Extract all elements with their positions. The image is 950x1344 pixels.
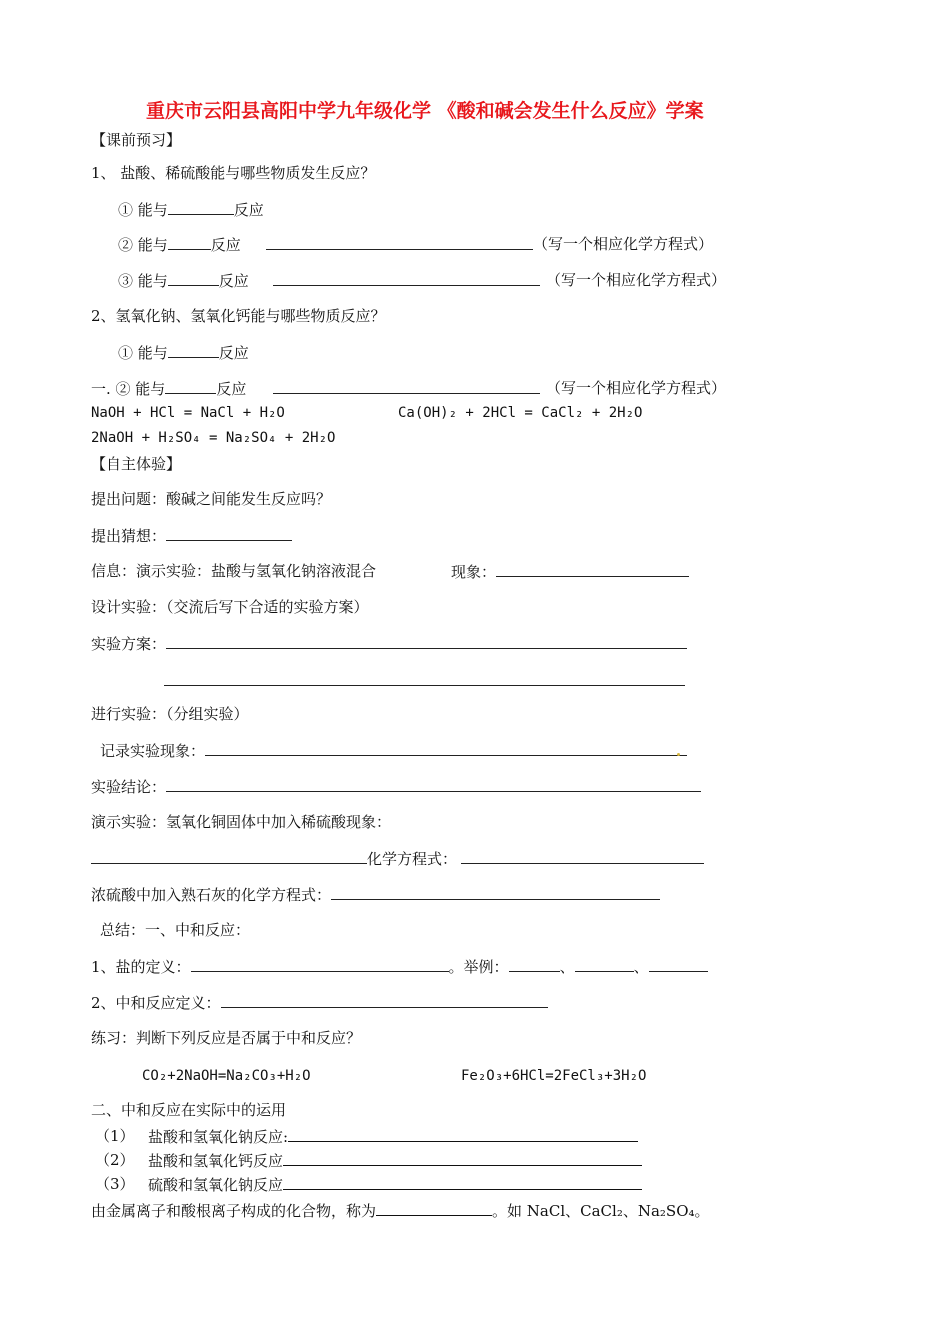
salt-example-blank-3[interactable]	[649, 956, 708, 972]
q1-a-suffix: 反应	[233, 201, 264, 219]
q1-item-c	[118, 270, 249, 291]
q2-item-b	[91, 378, 246, 399]
q2-b-equation-blank[interactable]	[273, 378, 540, 394]
info-line: 信息：演示实验：盐酸与氢氧化钠溶液混合	[91, 562, 377, 580]
question-1: 1、 盐酸、稀硫酸能与哪些物质发生反应？	[91, 164, 376, 182]
usage-line-3	[148, 1174, 642, 1195]
q2-b-prefix: 一. ② 能与	[91, 380, 166, 398]
separator-1: 、	[559, 958, 575, 976]
plan-line-2	[164, 670, 685, 691]
q1-b-blank[interactable]	[168, 234, 211, 250]
usage-number-3: （3）	[95, 1175, 135, 1193]
salt-last-blank[interactable]	[376, 1200, 492, 1216]
design-line: 设计实验：（交流后写下合适的实验方案）	[91, 598, 369, 616]
neutral-def-label: 2、中和反应定义：	[91, 994, 221, 1012]
q2-a-blank[interactable]	[168, 342, 219, 358]
q1-b-equation-blank[interactable]	[266, 234, 533, 250]
q1-c-equation-blank[interactable]	[273, 270, 540, 286]
usage-number-2: （2）	[95, 1151, 135, 1169]
demo-equation-blank[interactable]	[461, 848, 704, 864]
salt-last-line	[91, 1200, 710, 1221]
equation-label: 化学方程式：	[367, 850, 458, 868]
neutral-def-blank[interactable]	[221, 992, 548, 1008]
plan-blank-2[interactable]	[164, 670, 685, 686]
usage-label-1: 盐酸和氢氧化钠反应:	[148, 1128, 289, 1146]
plan-blank-1[interactable]	[166, 633, 687, 649]
demo-line: 演示实验：氢氧化铜固体中加入稀硫酸现象：	[91, 813, 392, 831]
stray-mark	[677, 753, 680, 756]
practice-line: 练习：判断下列反应是否属于中和反应？	[91, 1029, 362, 1047]
guess-blank[interactable]	[166, 525, 292, 541]
practice-equation-2: Fe₂O₃+6HCl=2FeCl₃+3H₂O	[461, 1068, 647, 1084]
q1-b-prefix: ② 能与	[118, 236, 168, 254]
plan-label: 实验方案：	[91, 635, 167, 653]
q1-c-equation-blank-wrap	[273, 270, 540, 291]
usage-header: 二、中和反应在实际中的运用	[91, 1101, 287, 1119]
demo-phenomenon-blank[interactable]	[91, 848, 367, 864]
equation-naoh-hcl: NaOH + HCl = NaCl + H₂O	[91, 405, 285, 421]
q2-item-a	[118, 342, 249, 363]
q1-a-blank[interactable]	[168, 199, 234, 215]
conc-acid-line	[91, 884, 660, 905]
neutralization-definition-line	[91, 992, 548, 1013]
conduct-line: 进行实验：（分组实验）	[91, 705, 249, 723]
usage-line-2	[148, 1150, 642, 1171]
conclusion-blank[interactable]	[166, 776, 701, 792]
q2-b-blank[interactable]	[165, 378, 216, 394]
plan-line	[91, 633, 687, 654]
question-2: 2、氢氧化钠、氢氧化钙能与哪些物质反应？	[91, 307, 386, 325]
q1-b-suffix: 反应	[210, 236, 241, 254]
page-title: 重庆市云阳县高阳中学九年级化学 《酸和碱会发生什么反应》学案	[146, 100, 704, 122]
q1-c-suffix: 反应	[218, 272, 249, 290]
guess-line	[91, 525, 292, 546]
q2-a-suffix: 反应	[218, 344, 249, 362]
salt-def-label: 1、盐的定义：	[91, 958, 191, 976]
record-label: 记录实验现象：	[100, 742, 206, 760]
equation-naoh-h2so4: 2NaOH + H₂SO₄ = Na₂SO₄ + 2H₂O	[91, 430, 336, 446]
salt-example-blank-2[interactable]	[575, 956, 634, 972]
q1-c-blank[interactable]	[168, 270, 219, 286]
q1-c-prefix: ③ 能与	[118, 272, 168, 290]
raise-question: 提出问题：酸碱之间能发生反应吗？	[91, 490, 332, 508]
q2-b-equation-blank-wrap	[273, 378, 540, 399]
record-blank[interactable]	[205, 740, 687, 756]
usage-label-3: 硫酸和氢氧化钠反应	[148, 1176, 284, 1194]
salt-definition-line	[91, 956, 708, 977]
q1-a-prefix: ① 能与	[118, 201, 168, 219]
salt-last-examples: 。如 NaCl、CaCl₂、Na₂SO₄。	[492, 1202, 710, 1220]
usage-label-2: 盐酸和氢氧化钙反应	[148, 1152, 284, 1170]
q2-b-note: （写一个相应化学方程式）	[546, 379, 727, 397]
practice-equation-1: CO₂+2NaOH=Na₂CO₃+H₂O	[142, 1068, 311, 1084]
phenomenon-label: 现象：	[451, 563, 497, 581]
q1-c-note: （写一个相应化学方程式）	[546, 271, 727, 289]
salt-def-blank[interactable]	[191, 956, 449, 972]
q1-b-equation-blank-wrap	[266, 234, 533, 255]
q2-b-suffix: 反应	[216, 380, 247, 398]
salt-example-label: 。举例：	[448, 958, 509, 976]
usage-number-1: （1）	[95, 1127, 135, 1145]
section-header-preview: 【课前预习】	[91, 131, 182, 149]
usage-blank-1[interactable]	[288, 1126, 638, 1142]
q1-b-note: （写一个相应化学方程式）	[533, 235, 714, 253]
separator-2: 、	[633, 958, 649, 976]
phenomenon-blank[interactable]	[496, 561, 689, 577]
section-header-explore: 【自主体验】	[91, 455, 182, 473]
usage-line-1	[148, 1126, 638, 1147]
salt-last-label: 由金属离子和酸根离子构成的化合物，称为	[91, 1202, 377, 1220]
conc-acid-label: 浓硫酸中加入熟石灰的化学方程式：	[91, 886, 332, 904]
summary-line: 总结：一、中和反应：	[100, 921, 251, 939]
demo-answer-line	[91, 848, 704, 869]
conclusion-label: 实验结论：	[91, 778, 167, 796]
q1-item-b	[118, 234, 241, 255]
q1-item-a	[118, 199, 264, 220]
record-line	[100, 740, 687, 761]
salt-example-blank-1[interactable]	[509, 956, 560, 972]
q2-a-prefix: ① 能与	[118, 344, 168, 362]
usage-blank-2[interactable]	[283, 1150, 642, 1166]
usage-blank-3[interactable]	[283, 1174, 642, 1190]
conclusion-line	[91, 776, 701, 797]
equation-caoh2-hcl: Ca(OH)₂ + 2HCl = CaCl₂ + 2H₂O	[398, 405, 643, 421]
phenomenon-line	[451, 561, 689, 582]
conc-acid-blank[interactable]	[331, 884, 660, 900]
guess-label: 提出猜想：	[91, 527, 167, 545]
